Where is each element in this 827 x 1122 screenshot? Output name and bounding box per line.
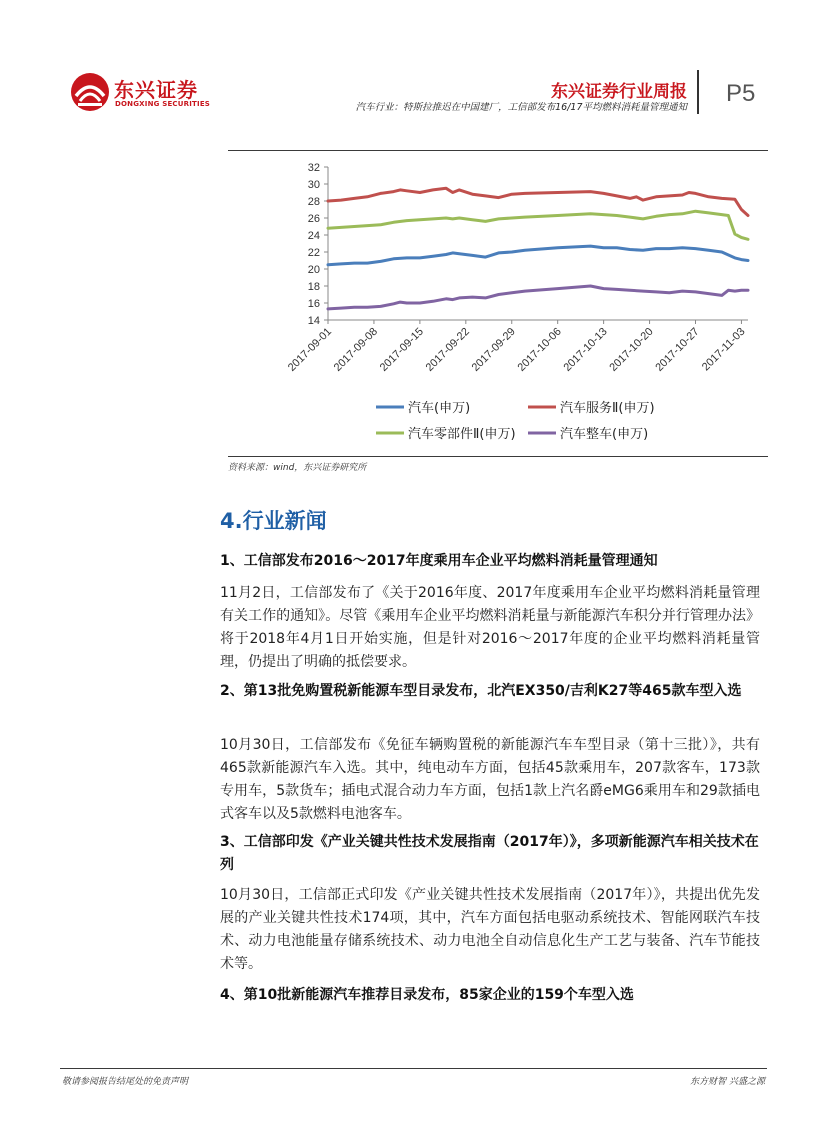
y-tick-label: 28: [307, 196, 320, 208]
y-tick-label: 30: [307, 179, 320, 191]
series-line-3: [328, 211, 748, 239]
page-number: P5: [726, 80, 756, 107]
news-body-1: 11月2日，工信部发布了《关于2016年度、2017年度乘用车企业平均燃料消耗量管理有关工作的通知》。尽管《乘用车企业平均燃料消耗量与新能源汽车积分并行管理办法》将于2018年4月1日开始实施，但是针对2016～2017年度的企业平均燃料消耗量管理，仍提出了明确的抵偿要求。: [220, 585, 760, 670]
footer-disclaimer: 敬请参阅报告结尾处的免责声明: [62, 1077, 189, 1087]
news-heading-3: 3、工信部印发《产业关键共性技术发展指南（2017年）》，多项新能源汽车相关技术在列: [220, 834, 759, 873]
news-body-2: 10月30日，工信部发布《免征车辆购置税的新能源汽车车型目录（第十三批）》，共有465款新能源汽车入选。其中，纯电动车方面，包括45款乘用车，207款客车，173款专用车，5款货车；插电式混合动力车方面，包括1款上汽名爵eMG6乘用车和29款插电式客车以及5款燃料电池客车。: [220, 737, 760, 822]
x-tick-label: 2017-11-03: [699, 325, 748, 374]
series-line-4: [328, 286, 748, 309]
news-heading-4: 4、第10批新能源汽车推荐目录发布，85家企业的159个车型入选: [220, 987, 634, 1003]
report-subtitle: 汽车行业：特斯拉推迟在中国建厂，工信部发布16/17平均燃料消耗量管理通知: [355, 102, 687, 113]
legend-label-1: 汽车(申万): [408, 401, 471, 416]
chart-series-group: [328, 188, 748, 309]
chart-legend: [376, 400, 655, 442]
footer-slogan: 东方财智 兴盛之源: [690, 1077, 765, 1087]
y-tick-label: 24: [307, 230, 320, 242]
source-note: 资料来源：wind，东兴证券研究所: [228, 463, 367, 473]
y-tick-label: 14: [307, 315, 320, 327]
x-tick-label: 2017-10-06: [515, 325, 564, 374]
legend-label-3: 汽车零部件Ⅱ(申万): [408, 427, 516, 442]
news-heading-1: 1、工信部发布2016～2017年度乘用车企业平均燃料消耗量管理通知: [220, 553, 658, 569]
x-tick-label: 2017-10-20: [607, 325, 656, 374]
chart-bottom-rule: [228, 456, 768, 457]
x-tick-label: 2017-09-08: [331, 325, 381, 374]
legend-label-4: 汽车整车(申万): [560, 427, 649, 442]
logo-text-en: DONGXING SECURITIES: [115, 100, 211, 108]
x-tick-label: 2017-09-29: [469, 325, 518, 374]
section-title: 4.行业新闻: [220, 509, 327, 533]
y-tick-label: 22: [307, 247, 320, 259]
y-tick-label: 26: [307, 213, 320, 225]
y-tick-label: 18: [307, 281, 320, 293]
news-body-3: 10月30日，工信部正式印发《产业关键共性技术发展指南（2017年）》，共提出优先发展的产业关键共性技术174项，其中，汽车方面包括电驱动系统技术、智能网联汽车技术、动力电池能量存储系统技术、动力电池全自动信息化生产工艺与装备、汽车节能技术等。: [220, 887, 760, 972]
y-tick-label: 16: [307, 298, 320, 310]
x-tick-label: 2017-09-01: [285, 325, 335, 374]
x-tick-label: 2017-09-22: [423, 325, 472, 374]
logo-text-cn: 东兴证券: [114, 78, 198, 102]
sector-index-line-chart: [228, 155, 768, 455]
legend-label-2: 汽车服务Ⅱ(申万): [560, 401, 655, 416]
series-line-1: [328, 246, 748, 265]
y-tick-label: 32: [307, 162, 320, 174]
x-tick-label: 2017-10-27: [653, 325, 702, 374]
header-divider: [697, 70, 699, 114]
footer-rule: [60, 1068, 767, 1069]
news-heading-2: 2、第13批免购置税新能源车型目录发布，北汽EX350/吉利K27等465款车型入选: [220, 683, 742, 699]
header-rule: [228, 150, 768, 151]
report-title: 东兴证券行业周报: [551, 82, 687, 102]
series-line-2: [328, 188, 748, 215]
x-tick-label: 2017-09-15: [377, 325, 426, 374]
x-tick-label: 2017-10-13: [561, 325, 610, 374]
y-tick-label: 20: [307, 264, 320, 276]
